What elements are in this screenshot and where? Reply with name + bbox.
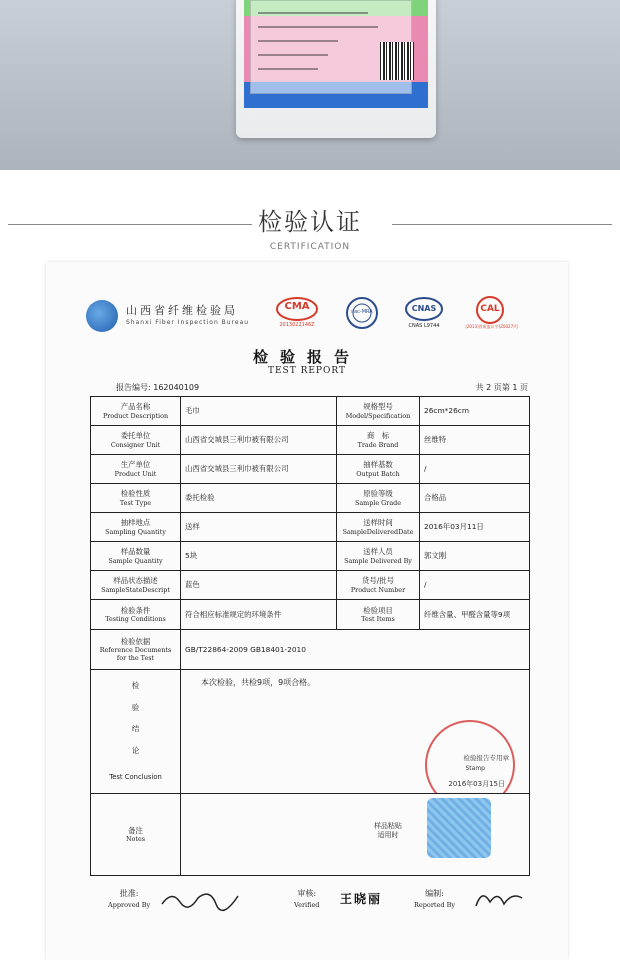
stamp-date: 2016年03月15日: [448, 780, 505, 788]
table-row: [91, 484, 530, 513]
report-table: [90, 396, 530, 876]
field-value: 委托检验: [181, 484, 337, 513]
barcode: [380, 42, 414, 80]
page-info: 共 2 页第 1 页: [475, 383, 528, 392]
field-value: 纤维含量、甲醛含量等9项: [420, 600, 530, 630]
field-label: 商 标 Trade Brand: [337, 426, 420, 455]
reported-signature-icon: [472, 884, 526, 912]
table-row: [91, 670, 530, 794]
stamp-label: 检验报告专用章: [463, 754, 509, 762]
report-title-en: TEST REPORT: [267, 366, 346, 376]
label-line: [258, 68, 318, 70]
field-label: 检验项目 Test Items: [337, 600, 420, 630]
sample-attach-label: 样品粘贴适用时: [374, 822, 402, 839]
field-label: 原验等级 Sample Grade: [337, 484, 420, 513]
table-row: [91, 513, 530, 542]
cal-label: CAL: [480, 304, 500, 314]
cal-mark: [465, 296, 519, 330]
field-value: 丝维特: [420, 426, 530, 455]
field-value: 蓝色: [181, 571, 337, 600]
verified-name: 王晓丽: [340, 892, 383, 906]
field-label: 生产单位 Product Unit: [91, 455, 181, 484]
section-subtitle: CERTIFICATION: [269, 242, 351, 252]
field-label: 货号/批号 Product Number: [337, 571, 420, 600]
report-title-cn: 检验报告: [252, 348, 361, 366]
cma-number: 2013022146Z: [279, 322, 315, 328]
field-label: 抽样地点 Sampling Quantity: [91, 513, 181, 542]
field-label: 规格型号 Model/Specification: [337, 397, 420, 426]
field-label: 样品状态描述 SampleStateDescript: [91, 571, 181, 600]
approved-by: 批准: Approved By: [108, 889, 151, 909]
org-name-cn: 山西省纤维检验局: [126, 304, 238, 317]
field-label: 送样人员 Sample Delivered By: [337, 542, 420, 571]
conclusion-label: 检 验 结 论 Test Conclusion: [91, 670, 181, 794]
table-row: [91, 426, 530, 455]
notes-cell: [181, 794, 530, 876]
table-row: [91, 630, 530, 670]
bureau-logo-icon: [86, 300, 118, 332]
table-row: [91, 397, 530, 426]
report-number: 报告编号: 162040109: [116, 383, 200, 392]
field-value: 5块: [181, 542, 337, 571]
table-row: [91, 571, 530, 600]
table-row: [91, 542, 530, 571]
field-value: 毛巾: [181, 397, 337, 426]
field-label: 抽样基数 Output Batch: [337, 455, 420, 484]
field-label: 委托单位 Consigner Unit: [91, 426, 181, 455]
field-value: 26cm*26cm: [420, 397, 530, 426]
org-name-en: Shanxi Fiber Inspection Bureau: [126, 319, 250, 326]
label-line: [258, 26, 378, 28]
field-value: 山西省交城县三利巾被有限公司: [181, 426, 337, 455]
stamp-label-en: Stamp: [465, 765, 485, 772]
label-line: [258, 12, 368, 14]
field-value: /: [420, 571, 530, 600]
signature-footer: [46, 882, 568, 942]
table-row: [91, 600, 530, 630]
cal-number: (2013)晋质监认字(Z0027)号: [465, 324, 519, 329]
cma-label: CMA: [284, 301, 310, 312]
field-value: 郭文刚: [420, 542, 530, 571]
basis-label: 检验依据 Reference Documents for the Test: [91, 630, 181, 670]
test-report-document: [46, 262, 568, 960]
ilac-mark: [344, 296, 380, 334]
product-photo: [0, 0, 620, 170]
field-label: 检验性质 Test Type: [91, 484, 181, 513]
basis-value: GB/T22864-2009 GB18401-2010: [181, 630, 530, 670]
field-label: 检验条件 Testing Conditions: [91, 600, 181, 630]
towel-sample-swatch: [427, 798, 491, 858]
towel-package: [236, 0, 436, 138]
reported-by: 编制: Reported By: [414, 889, 456, 909]
field-value: 2016年03月11日: [420, 513, 530, 542]
field-value: 符合相应标准规定的环境条件: [181, 600, 337, 630]
table-row: [91, 455, 530, 484]
field-label: 送样时间 SampleDeliveredDate: [337, 513, 420, 542]
label-line: [258, 54, 328, 56]
approved-signature-icon: [158, 886, 244, 912]
table-row: [91, 794, 530, 876]
verified-by: 审核: Verified: [294, 889, 320, 909]
ilac-label: ilac-MRA: [351, 309, 373, 315]
field-value: /: [420, 455, 530, 484]
cma-mark: [274, 296, 320, 334]
field-label: 样品数量 Sample Quantity: [91, 542, 181, 571]
cnas-mark: [404, 296, 444, 330]
conclusion-cell: [181, 670, 530, 794]
section-title: 检验认证: [258, 208, 362, 236]
field-label: 产品名称 Product Description: [91, 397, 181, 426]
label-line: [258, 40, 338, 42]
cnas-number: CNAS L9744: [408, 323, 440, 329]
field-value: 合格品: [420, 484, 530, 513]
field-value: 山西省交城县三利巾被有限公司: [181, 455, 337, 484]
cnas-label: CNAS: [411, 304, 437, 313]
notes-label: 备注 Notes: [91, 794, 181, 876]
conclusion-text: 本次检验，共检9项，9项合格。: [201, 678, 316, 687]
field-value: 送样: [181, 513, 337, 542]
